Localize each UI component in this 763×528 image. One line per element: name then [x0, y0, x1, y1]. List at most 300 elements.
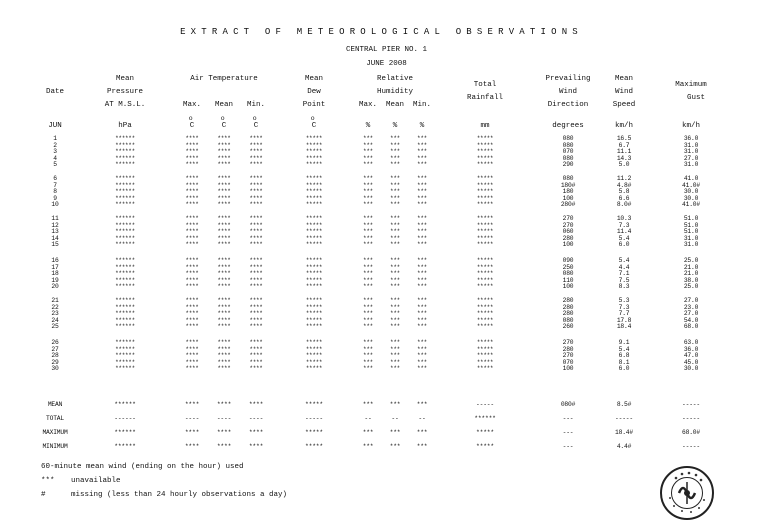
cell-wind-direction: 100	[562, 194, 574, 202]
cell-wind-direction: 080	[562, 270, 574, 278]
cell-wind-speed: 9.1	[618, 339, 630, 346]
cell-wind-speed: 6.8	[618, 352, 630, 360]
cell-tmean: ****	[217, 352, 231, 360]
summary-gust: 68.0#	[682, 429, 700, 436]
cell-wind-direction: 260	[562, 323, 574, 331]
cell-date: 29	[51, 358, 59, 366]
cell-dew: *****	[305, 221, 323, 229]
cell-tmin: ****	[249, 339, 263, 346]
cell-wind-direction: 280	[562, 297, 574, 304]
cell-dew: *****	[305, 181, 323, 189]
cell-hmean: ***	[390, 221, 400, 229]
cell-date: 23	[51, 310, 59, 318]
cell-hmean: ***	[390, 297, 400, 304]
cell-pressure: ******	[115, 263, 135, 271]
cell-dew: *****	[305, 358, 323, 366]
cell-hmax: ***	[363, 257, 373, 264]
header-humidity-max: Max.	[358, 101, 377, 109]
cell-tmin: ****	[249, 310, 263, 318]
cell-max-gust: 25.0	[683, 257, 699, 264]
header-rainfall-l2: Rainfall	[466, 94, 503, 102]
cell-hmean: ***	[390, 365, 400, 373]
cell-wind-direction: 270	[562, 339, 574, 346]
cell-wind-direction: 100	[562, 283, 574, 291]
note-missing	[41, 491, 287, 499]
summary-label: MEAN	[47, 401, 63, 408]
cell-hmax: ***	[363, 215, 373, 222]
cell-tmax: ****	[185, 263, 199, 271]
cell-wind-speed: 7.7	[618, 310, 630, 318]
cell-hmin: ***	[417, 194, 427, 202]
cell-hmin: ***	[417, 339, 427, 346]
cell-hmean: ***	[390, 241, 400, 249]
cell-max-gust: 31.0	[683, 234, 699, 242]
cell-hmean: ***	[390, 161, 400, 169]
report-period: JUNE 2008	[366, 60, 407, 68]
cell-rain: *****	[476, 358, 494, 366]
cell-wind-speed: 8.3	[618, 283, 630, 291]
cell-wind-speed: 5.4	[618, 257, 630, 264]
cell-wind-speed: 7.1	[618, 270, 630, 278]
cell-wind-direction: 090	[562, 257, 574, 264]
cell-pressure: ******	[115, 181, 135, 189]
cell-tmin: ****	[249, 135, 263, 142]
cell-hmean: ***	[390, 215, 400, 222]
cell-hmin: ***	[417, 297, 427, 304]
cell-wind-direction: 270	[562, 221, 574, 229]
cell-tmin: ****	[249, 297, 263, 304]
cell-rain: *****	[476, 263, 494, 271]
cell-hmean: ***	[390, 283, 400, 291]
cell-hmin: ***	[417, 135, 427, 142]
cell-tmean: ****	[217, 303, 231, 311]
cell-tmin: ****	[249, 215, 263, 222]
summary-dew: *****	[305, 401, 323, 408]
degree-symbol: o	[310, 115, 315, 122]
header-pressure	[95, 73, 155, 112]
cell-wind-direction: 280	[562, 234, 574, 242]
cell-tmax: ****	[185, 161, 199, 169]
cell-date: 3	[53, 148, 57, 156]
cell-max-gust: 21.0	[683, 263, 699, 271]
cell-max-gust: 31.0	[683, 241, 699, 249]
cell-max-gust: 51.0	[683, 228, 699, 236]
summary-pressure: ******	[114, 401, 136, 408]
cell-hmean: ***	[390, 228, 400, 236]
cell-tmean: ****	[217, 283, 231, 291]
cell-tmax: ****	[185, 339, 199, 346]
cell-dew: *****	[305, 175, 323, 182]
cell-rain: *****	[476, 283, 494, 291]
cell-dew: *****	[305, 310, 323, 318]
cell-max-gust: 23.0	[683, 303, 699, 311]
cell-hmin: ***	[417, 228, 427, 236]
cell-tmax: ****	[185, 303, 199, 311]
cell-hmin: ***	[417, 352, 427, 360]
cell-date: 30	[51, 365, 59, 373]
cell-tmean: ****	[217, 241, 231, 249]
cell-pressure: ******	[115, 352, 135, 360]
cell-tmin: ****	[249, 175, 263, 182]
cell-hmin: ***	[417, 310, 427, 318]
header-gust-l2: Gust	[686, 94, 705, 102]
cell-hmin: ***	[417, 263, 427, 271]
cell-pressure: ******	[115, 270, 135, 278]
cell-tmin: ****	[249, 303, 263, 311]
cell-rain: *****	[476, 352, 494, 360]
cell-dew: *****	[305, 303, 323, 311]
unit-celsius: C	[253, 122, 259, 130]
unit-humidity-max: %	[365, 122, 371, 130]
cell-hmin: ***	[417, 148, 427, 156]
cell-tmean: ****	[217, 215, 231, 222]
cell-tmax: ****	[185, 316, 199, 324]
cell-max-gust: 27.0	[683, 297, 699, 304]
header-temp-max: Max.	[182, 101, 201, 109]
cell-date: 19	[51, 276, 59, 284]
cell-rain: *****	[476, 154, 494, 162]
summary-humidity-max: ***	[362, 401, 374, 408]
cell-dew: *****	[305, 154, 323, 162]
header-pressure-l2: Pressure	[106, 88, 143, 96]
header-rainfall	[460, 79, 510, 105]
summary-pressure: ------	[114, 415, 136, 422]
header-air-temperature: Air Temperature	[190, 75, 258, 83]
cell-tmin: ****	[249, 316, 263, 324]
cell-hmax: ***	[363, 241, 373, 249]
summary-temp-mean: ----	[216, 415, 232, 422]
cell-tmax: ****	[185, 352, 199, 360]
cell-wind-direction: 080	[562, 175, 574, 182]
cell-tmax: ****	[185, 135, 199, 142]
cell-rain: *****	[476, 221, 494, 229]
cell-hmin: ***	[417, 358, 427, 366]
cell-tmin: ****	[249, 358, 263, 366]
cell-date: 1	[53, 135, 57, 142]
summary-label: MAXIMUM	[42, 429, 68, 436]
cell-rain: *****	[476, 257, 494, 264]
cell-date: 26	[51, 339, 59, 346]
cell-hmin: ***	[417, 345, 427, 353]
cell-wind-direction: 080	[562, 316, 574, 324]
cell-rain: *****	[476, 201, 494, 209]
cell-wind-direction: 280	[562, 345, 574, 353]
cell-tmax: ****	[185, 194, 199, 202]
summary-temp-mean: ****	[216, 401, 232, 408]
cell-tmax: ****	[185, 241, 199, 249]
header-humidity-l1: Relative	[376, 75, 413, 83]
summary-temp-min: ****	[248, 429, 264, 436]
cell-dew: *****	[305, 148, 323, 156]
unit-temp-min	[242, 115, 270, 130]
cell-hmean: ***	[390, 188, 400, 196]
cell-max-gust: 51.0	[683, 215, 699, 222]
summary-rainfall: *****	[476, 443, 494, 450]
cell-dew: *****	[305, 365, 323, 373]
cell-wind-direction: 290	[562, 161, 574, 169]
cell-max-gust: 41.0	[683, 175, 699, 182]
cell-tmean: ****	[217, 257, 231, 264]
header-dew-l3: Point	[302, 101, 326, 109]
cell-wind-direction: 110	[562, 276, 574, 284]
cell-wind-direction: 250	[562, 263, 574, 271]
summary-pressure: ******	[114, 429, 136, 436]
cell-rain: *****	[476, 316, 494, 324]
cell-hmax: ***	[363, 161, 373, 169]
cell-tmean: ****	[217, 345, 231, 353]
cell-wind-speed: 5.3	[618, 297, 630, 304]
cell-wind-direction: 280	[562, 303, 574, 311]
cell-wind-speed: 7.3	[618, 221, 630, 229]
cell-tmax: ****	[185, 221, 199, 229]
summary-temp-mean: ****	[216, 429, 232, 436]
cell-pressure: ******	[115, 141, 135, 149]
cell-hmax: ***	[363, 316, 373, 324]
note-symbol: ***	[41, 477, 55, 485]
cell-rain: *****	[476, 161, 494, 169]
cell-tmean: ****	[217, 358, 231, 366]
cell-hmean: ***	[390, 201, 400, 209]
cell-max-gust: 31.0	[683, 161, 699, 169]
cell-tmax: ****	[185, 283, 199, 291]
header-dew-point	[296, 73, 332, 112]
summary-humidity-mean: --	[391, 415, 399, 422]
cell-hmean: ***	[390, 303, 400, 311]
cell-tmax: ****	[185, 228, 199, 236]
cell-tmean: ****	[217, 339, 231, 346]
unit-wind-speed: km/h	[614, 122, 633, 130]
unit-celsius: C	[311, 122, 317, 130]
cell-date: 8	[53, 188, 57, 196]
summary-temp-min: ****	[248, 443, 264, 450]
cell-max-gust: 31.0	[683, 141, 699, 149]
header-humidity-min: Min.	[412, 101, 431, 109]
cell-tmean: ****	[217, 135, 231, 142]
cell-dew: *****	[305, 323, 323, 331]
summary-pressure: ******	[114, 443, 136, 450]
cell-hmin: ***	[417, 154, 427, 162]
cell-rain: *****	[476, 141, 494, 149]
summary-wind-speed: 8.5#	[616, 401, 632, 408]
cell-pressure: ******	[115, 135, 135, 142]
cell-hmean: ***	[390, 276, 400, 284]
cell-tmin: ****	[249, 276, 263, 284]
cell-rain: *****	[476, 188, 494, 196]
degree-symbol: o	[220, 115, 225, 122]
cell-dew: *****	[305, 194, 323, 202]
cell-date: 17	[51, 263, 59, 271]
cell-tmean: ****	[217, 323, 231, 331]
cell-tmean: ****	[217, 263, 231, 271]
cell-pressure: ******	[115, 148, 135, 156]
cell-date: 18	[51, 270, 59, 278]
cell-pressure: ******	[115, 276, 135, 284]
cell-wind-speed: 10.3	[616, 215, 632, 222]
header-wind-speed	[604, 73, 644, 112]
cell-wind-speed: 11.2	[616, 175, 632, 182]
cell-rain: *****	[476, 310, 494, 318]
cell-hmax: ***	[363, 352, 373, 360]
note-text: unavailable	[71, 477, 121, 485]
cell-tmean: ****	[217, 276, 231, 284]
header-relative-humidity	[355, 73, 435, 99]
summary-gust: -----	[682, 401, 700, 408]
cell-tmax: ****	[185, 358, 199, 366]
cell-max-gust: 63.0	[683, 339, 699, 346]
cell-wind-speed: 5.4	[618, 345, 630, 353]
cell-hmean: ***	[390, 181, 400, 189]
summary-humidity-mean: ***	[389, 429, 401, 436]
cell-tmax: ****	[185, 257, 199, 264]
cell-hmean: ***	[390, 352, 400, 360]
cell-dew: *****	[305, 188, 323, 196]
summary-humidity-min: --	[418, 415, 426, 422]
cell-hmin: ***	[417, 201, 427, 209]
cell-rain: *****	[476, 181, 494, 189]
cell-hmax: ***	[363, 345, 373, 353]
cell-tmax: ****	[185, 323, 199, 331]
cell-hmax: ***	[363, 263, 373, 271]
cell-date: 13	[51, 228, 59, 236]
cell-date: 12	[51, 221, 59, 229]
cell-hmin: ***	[417, 270, 427, 278]
cell-hmin: ***	[417, 175, 427, 182]
cell-hmax: ***	[363, 339, 373, 346]
cell-wind-direction: 180#	[560, 181, 576, 189]
summary-rainfall: -----	[476, 401, 494, 408]
summary-temp-min: ****	[248, 401, 264, 408]
cell-dew: *****	[305, 270, 323, 278]
cell-hmean: ***	[390, 316, 400, 324]
cell-date: 25	[51, 323, 59, 331]
cell-hmax: ***	[363, 141, 373, 149]
summary-temp-max: ****	[184, 443, 200, 450]
cell-hmax: ***	[363, 135, 373, 142]
cell-tmean: ****	[217, 310, 231, 318]
cell-max-gust: 31.0	[683, 148, 699, 156]
summary-temp-max: ----	[184, 415, 200, 422]
header-max-gust	[666, 79, 716, 105]
cell-pressure: ******	[115, 234, 135, 242]
summary-humidity-mean: ***	[389, 401, 401, 408]
header-temp-mean: Mean	[214, 101, 233, 109]
cell-max-gust: 25.0	[683, 283, 699, 291]
note-symbol: #	[41, 491, 46, 499]
summary-humidity-max: ***	[362, 429, 374, 436]
cell-date: 10	[51, 201, 59, 209]
cell-tmin: ****	[249, 365, 263, 373]
cell-tmean: ****	[217, 175, 231, 182]
cell-rain: *****	[476, 276, 494, 284]
cell-tmax: ****	[185, 154, 199, 162]
cell-pressure: ******	[115, 345, 135, 353]
cell-tmean: ****	[217, 228, 231, 236]
cell-date: 16	[51, 257, 59, 264]
note-text: missing (less than 24 hourly observations a day)	[71, 491, 288, 499]
unit-gust: km/h	[681, 122, 700, 130]
cell-date: 27	[51, 345, 59, 353]
cell-tmin: ****	[249, 201, 263, 209]
cell-tmean: ****	[217, 154, 231, 162]
cell-tmin: ****	[249, 234, 263, 242]
cell-tmin: ****	[249, 241, 263, 249]
cell-pressure: ******	[115, 310, 135, 318]
cell-pressure: ******	[115, 283, 135, 291]
summary-wind-direction: 080#	[560, 401, 576, 408]
cell-dew: *****	[305, 297, 323, 304]
cell-tmin: ****	[249, 270, 263, 278]
cell-pressure: ******	[115, 358, 135, 366]
cell-hmean: ***	[390, 358, 400, 366]
cell-tmean: ****	[217, 201, 231, 209]
unit-humidity-min: %	[419, 122, 425, 130]
summary-temp-max: ****	[184, 401, 200, 408]
cell-hmax: ***	[363, 175, 373, 182]
unit-date: JUN	[48, 122, 62, 130]
cell-max-gust: 54.0	[683, 316, 699, 324]
cell-wind-speed: 6.0	[618, 365, 630, 373]
summary-wind-direction: ---	[562, 415, 574, 422]
cell-hmin: ***	[417, 141, 427, 149]
summary-humidity-min: ***	[416, 443, 428, 450]
cell-tmin: ****	[249, 181, 263, 189]
cell-date: 24	[51, 316, 59, 324]
cell-pressure: ******	[115, 161, 135, 169]
cell-dew: *****	[305, 241, 323, 249]
cell-wind-direction: 080	[562, 141, 574, 149]
unit-dew	[296, 115, 332, 130]
cell-dew: *****	[305, 345, 323, 353]
summary-dew: *****	[305, 429, 323, 436]
cell-dew: *****	[305, 161, 323, 169]
cell-hmean: ***	[390, 345, 400, 353]
cell-wind-speed: 5.4	[618, 234, 630, 242]
cell-dew: *****	[305, 263, 323, 271]
cell-max-gust: 27.0	[683, 154, 699, 162]
cell-hmean: ***	[390, 310, 400, 318]
header-pressure-l3: AT M.S.L.	[104, 101, 146, 109]
cell-pressure: ******	[115, 175, 135, 182]
cell-wind-speed: 5.8	[618, 188, 630, 196]
cell-date: 7	[53, 181, 57, 189]
cell-hmin: ***	[417, 241, 427, 249]
cell-tmin: ****	[249, 154, 263, 162]
summary-wind-speed: -----	[615, 415, 633, 422]
cell-rain: *****	[476, 175, 494, 182]
cell-date: 15	[51, 241, 59, 249]
cell-wind-speed: 11.4	[616, 228, 632, 236]
cell-wind-speed: 17.8	[616, 316, 632, 324]
cell-max-gust: 47.0	[683, 352, 699, 360]
cell-pressure: ******	[115, 188, 135, 196]
cell-rain: *****	[476, 270, 494, 278]
cell-tmean: ****	[217, 270, 231, 278]
cell-pressure: ******	[115, 215, 135, 222]
cell-hmax: ***	[363, 303, 373, 311]
cell-tmin: ****	[249, 257, 263, 264]
cell-dew: *****	[305, 276, 323, 284]
cell-dew: *****	[305, 141, 323, 149]
cell-pressure: ******	[115, 201, 135, 209]
cell-tmax: ****	[185, 141, 199, 149]
cell-tmin: ****	[249, 323, 263, 331]
cell-hmean: ***	[390, 257, 400, 264]
cell-wind-direction: 070	[562, 358, 574, 366]
cell-hmin: ***	[417, 215, 427, 222]
header-wspd-l3: Speed	[612, 101, 636, 109]
cell-hmin: ***	[417, 181, 427, 189]
cell-max-gust: 30.0	[683, 194, 699, 202]
